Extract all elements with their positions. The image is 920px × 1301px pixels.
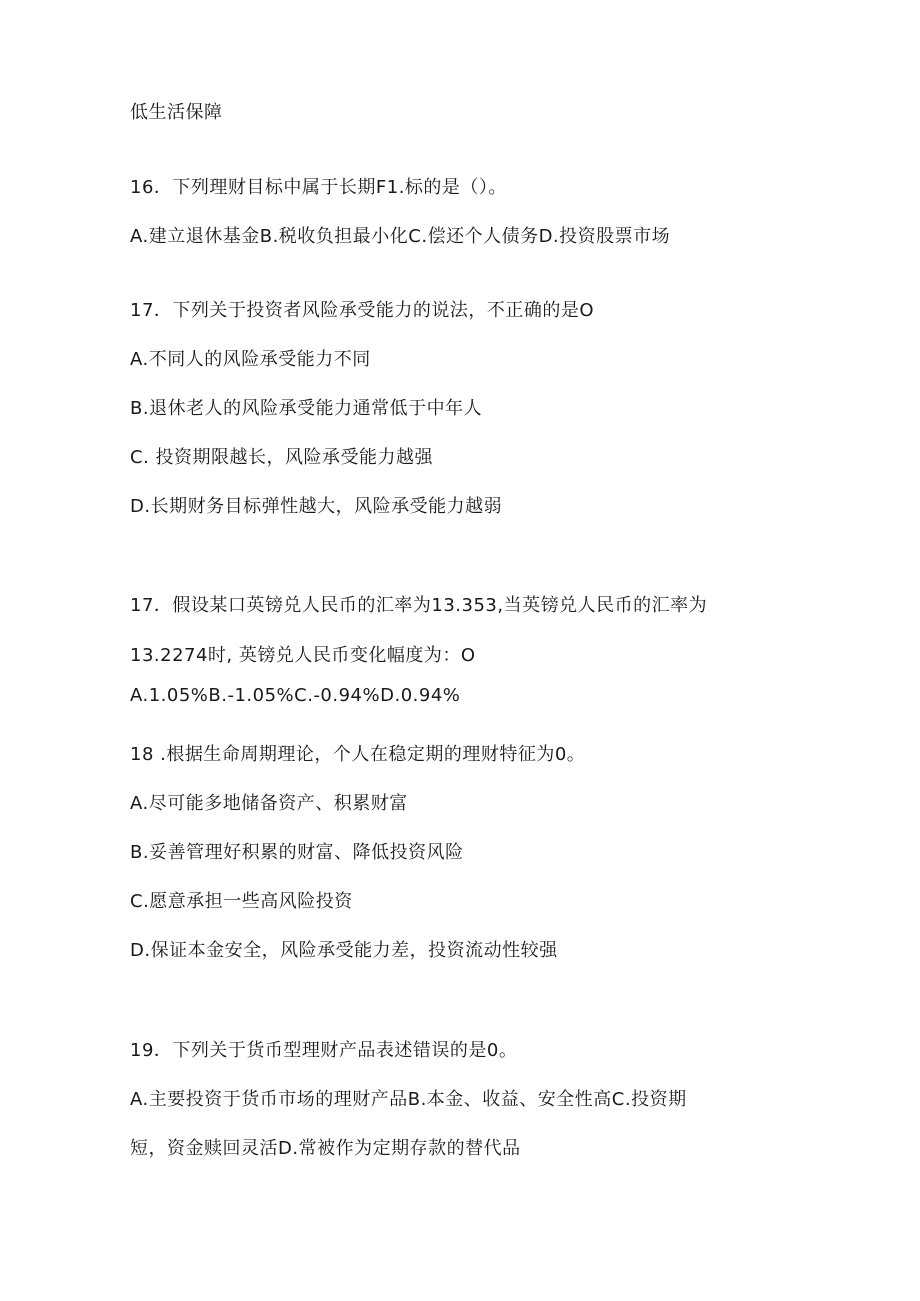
question-17-option-c: C. 投资期限越长，风险承受能力越强 bbox=[130, 447, 434, 468]
question-19: 19．下列关于货币型理财产品表述错误的是0。 bbox=[130, 1040, 518, 1061]
question-16-options: A.建立退休基金B.税收负担最小化C.偿还个人债务D.投资股票市场 bbox=[130, 226, 671, 247]
question-17: 17．下列关于投资者风险承受能力的说法，不正确的是O bbox=[130, 300, 595, 321]
text-line-continuation: 低生活保障 bbox=[130, 102, 223, 123]
question-17b-continued: 13.2274时, 英镑兑人民币变化幅度为：O bbox=[130, 645, 476, 666]
question-18: 18 .根据生命周期理论，个人在稳定期的理财特征为0。 bbox=[130, 744, 586, 765]
question-18-option-b: B.妥善管理好积累的财富、降低投资风险 bbox=[130, 842, 464, 863]
question-18-option-c: C.愿意承担一些高风险投资 bbox=[130, 891, 353, 912]
question-17b: 17．假设某口英镑兑人民币的汇率为13.353,当英镑兑人民币的汇率为 bbox=[130, 595, 708, 616]
question-17-option-a: A.不同人的风险承受能力不同 bbox=[130, 349, 371, 370]
question-16: 16．下列理财目标中属于长期F1.标的是（）。 bbox=[130, 177, 507, 198]
question-19-options: A.主要投资于货币市场的理财产品B.本金、收益、安全性高C.投资期 bbox=[130, 1089, 687, 1110]
question-18-option-d: D.保证本金安全，风险承受能力差，投资流动性较强 bbox=[130, 940, 558, 961]
question-17b-options: A.1.05%B.-1.05%C.-0.94%D.0.94% bbox=[130, 685, 461, 706]
question-17-option-b: B.退休老人的风险承受能力通常低于中年人 bbox=[130, 398, 483, 419]
question-19-options-continued: 短，资金赎回灵活D.常被作为定期存款的替代品 bbox=[130, 1138, 521, 1159]
question-17-option-d: D.长期财务目标弹性越大，风险承受能力越弱 bbox=[130, 496, 503, 517]
question-18-option-a: A.尽可能多地储备资产、积累财富 bbox=[130, 793, 408, 814]
